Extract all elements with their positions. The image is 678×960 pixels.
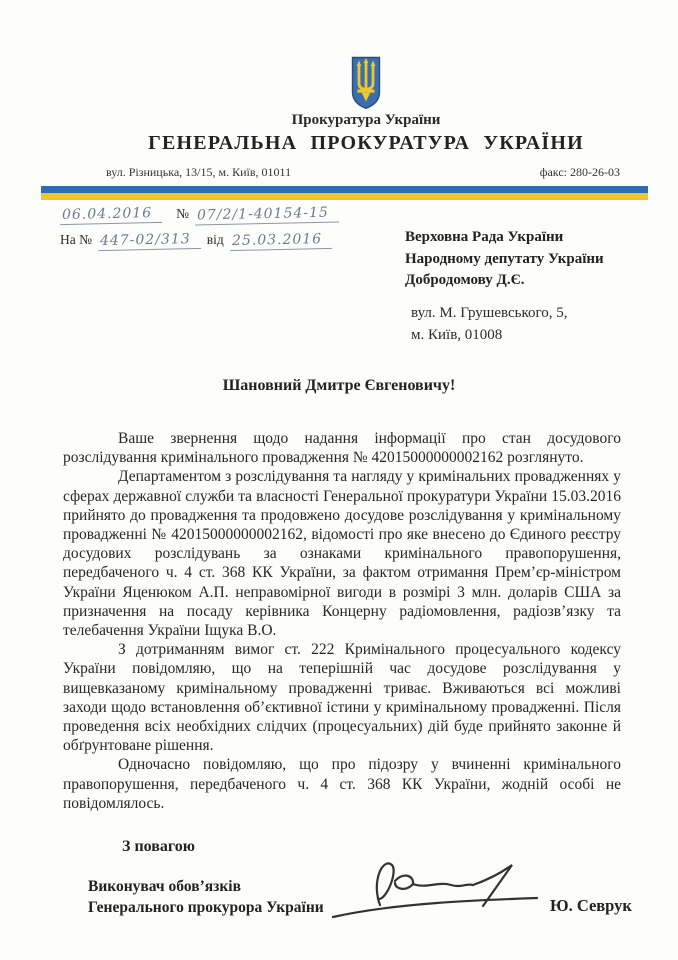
flag-stripe-yellow xyxy=(41,193,648,200)
org-name-small: Прокуратура України xyxy=(291,112,441,128)
salutation: Шановний Дмитре Євгеновичу! xyxy=(222,377,456,394)
org-name-main: ГЕНЕРАЛЬНА ПРОКУРАТУРА УКРАЇНИ xyxy=(148,132,584,154)
flag-stripe-blue xyxy=(41,186,648,193)
body-paragraph: Департаментом з розслідування та нагляду у кримінальних провадженнях у сферах державної служби та власності Генеральної прокуратури України 15.03.2016 прийнято до провадження та продовжено досудове розслідування у кримінальному провадженні № 42015000000002162, відомості про яке внесено до Єдиного реєстру досудових розслідувань за ознаками кримінального правопорушення, передбаченого ч. 4 ст. 368 КК України, за фактом отримання Прем’єр-міністром України Яценюком А.П. неправомірної вигоди в розмірі 3 млн. доларів США за призначення на посаду керівника Концерну радіомовлення, радіозв’язку та телебачення України Іщука В.О. xyxy=(63,468,621,640)
recipient-line: Верховна Рада України xyxy=(405,229,564,245)
incoming-date-label: від xyxy=(206,232,224,247)
body-paragraph: З дотриманням вимог ст. 222 Кримінального процесуального кодексу України повідомляю, що на теперішній час досудове розслідування у вищевказаному кримінальному провадженні триває. Вживаються всі можливі заходи щодо встановлення об’єктивної істини у кримінальному провадженні. Після проведення всіх необхідних слідчих (процесуальних) дій буде прийнято законне й обґрунтоване рішення. xyxy=(63,641,621,755)
outgoing-ref-line xyxy=(60,206,339,224)
recipient-line: Добродомову Д.Є. xyxy=(405,272,525,288)
recipient-address-line: вул. М. Грушевського, 5, xyxy=(411,305,568,321)
recipient-line: Народному депутату України xyxy=(405,250,604,267)
signer-title-line: Виконувач обов’язків xyxy=(88,878,241,895)
signer-title xyxy=(88,876,324,918)
incoming-ref-line xyxy=(60,232,332,250)
number-sign: № xyxy=(176,206,190,221)
closing-regards: З повагою xyxy=(122,838,195,855)
incoming-date-handwritten: 25.03.2016 xyxy=(230,231,333,251)
flag-stripe xyxy=(41,186,648,200)
tryzub-emblem-icon xyxy=(351,56,381,110)
incoming-ref-label: На № xyxy=(60,232,92,247)
signer-name: Ю. Севрук xyxy=(550,896,632,915)
signature-scribble-icon xyxy=(325,843,555,928)
org-address: вул. Різницька, 13/15, м. Київ, 01011 xyxy=(106,165,292,179)
fax-number: факс: 280-26-03 xyxy=(539,165,620,179)
recipient-block xyxy=(405,227,604,292)
body-paragraph: Ваше звернення щодо надання інформації про стан досудового розслідування кримінального провадження № 42015000000002162 розглянуто. xyxy=(63,430,621,467)
incoming-number-handwritten: 447-02/313 xyxy=(98,231,201,251)
outgoing-date-handwritten: 06.04.2016 xyxy=(60,205,163,225)
body-paragraph: Одночасно повідомляю, що про підозру у вчиненні кримінального правопорушення, передбаченого ч. 4 ст. 368 КК України, жодній особі не повідомлялось. xyxy=(63,756,621,812)
recipient-address-line: м. Київ, 01008 xyxy=(411,326,503,343)
letter-body xyxy=(63,429,621,813)
signer-title-line: Генерального прокурора України xyxy=(88,899,324,916)
recipient-address xyxy=(411,303,568,346)
outgoing-number-handwritten: 07/2/1-40154-15 xyxy=(195,204,339,225)
